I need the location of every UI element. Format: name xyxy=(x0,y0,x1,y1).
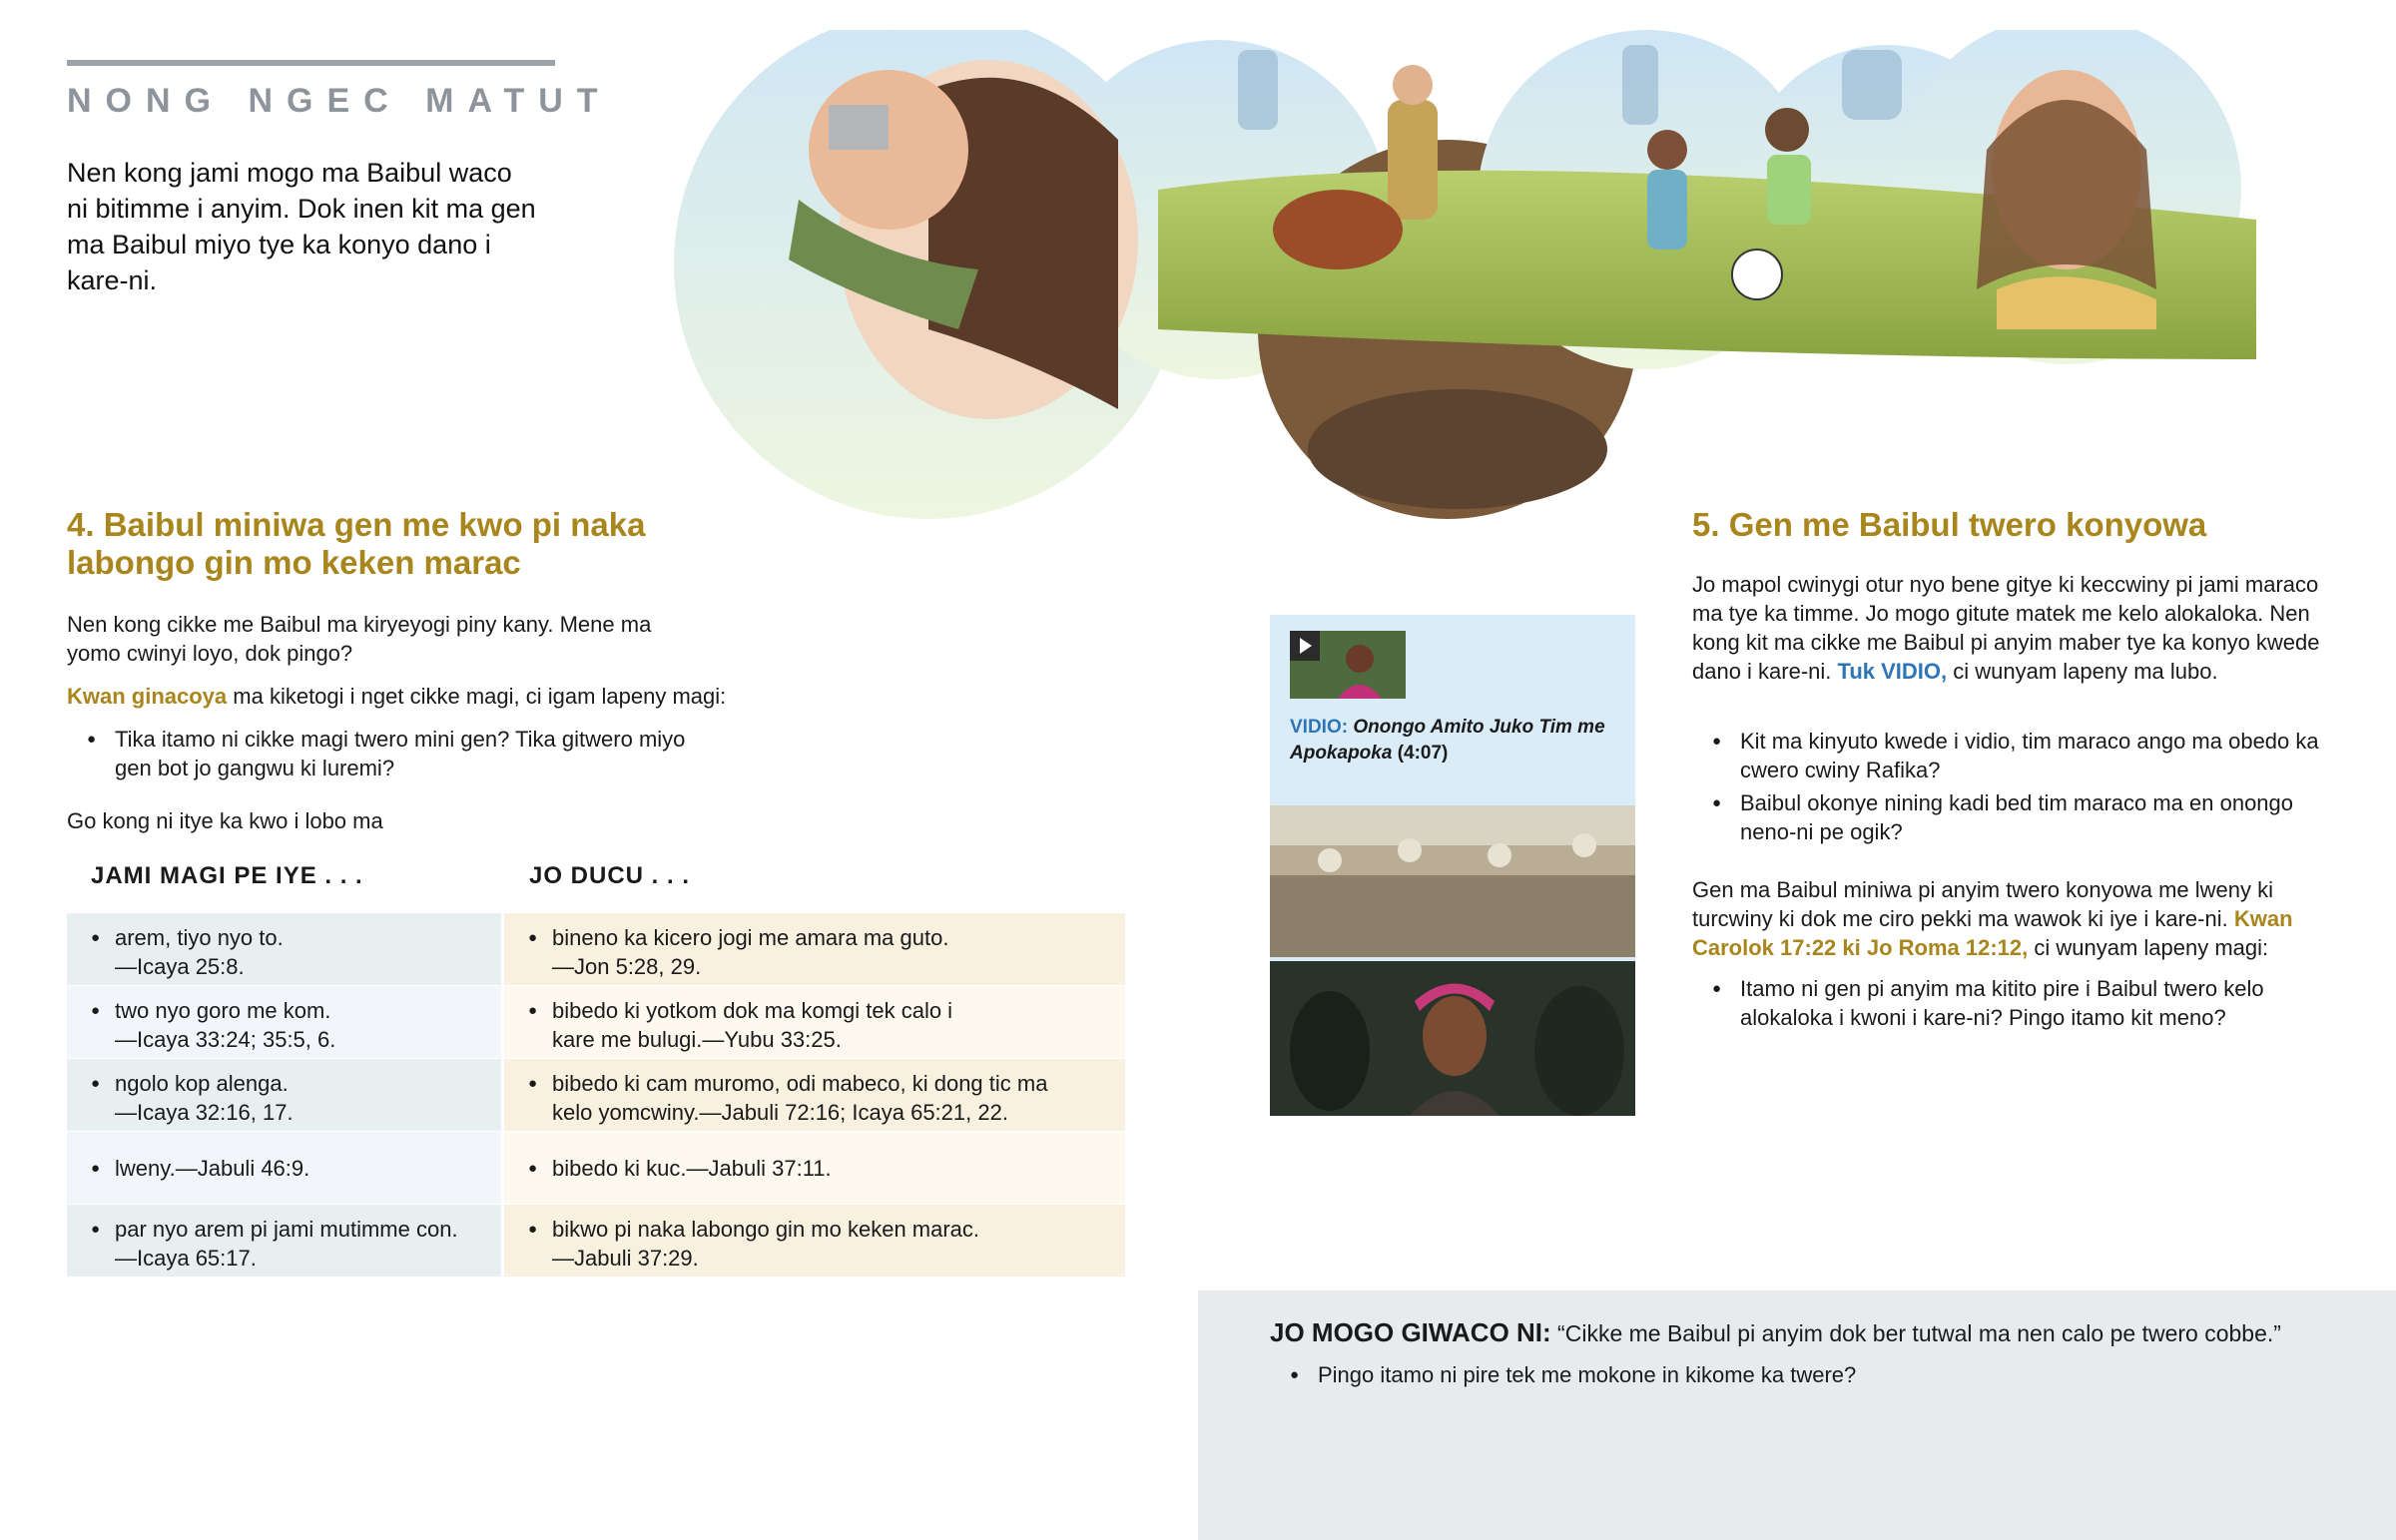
discussion-quote: “Cikke me Baibul pi anyim dok ber tutwal ma nen calo pe twero cobbe.” xyxy=(1550,1320,2281,1346)
table-cell-text: ● bibedo ki kuc.—Jabuli 37:11. xyxy=(504,1154,832,1183)
table-cell-right xyxy=(504,1132,1125,1204)
table-cell-text: ● bikwo pi naka labongo gin mo keken marac. —Jabuli 37:29. xyxy=(504,1215,1125,1273)
video-still-cotton-field xyxy=(1270,805,1635,957)
section-5-scripture-paragraph xyxy=(1692,875,2331,962)
table-header-right: JO DUCU . . . xyxy=(529,862,691,889)
read-scriptures-link[interactable]: Kwan ginacoya xyxy=(67,684,228,709)
table-cell-text: ● bineno ka kicero jogi me amara ma guto. —Jon 5:28, 29. xyxy=(504,923,1125,981)
table-cell-right xyxy=(504,986,1125,1058)
table-cell-text: ● two nyo goro me kom. —Icaya 33:24; 35:5, 6. xyxy=(67,996,501,1054)
table-header-left: JAMI MAGI PE IYE . . . xyxy=(91,862,363,889)
table-cell-left xyxy=(67,1059,501,1131)
section-5-paragraph-text: Gen ma Baibul miniwa pi anyim twero konyowa me lweny ki turcwiny ki dok me ciro pekki ma wawok ki iye i kare-ni. xyxy=(1692,877,2274,931)
scripture-link[interactable]: Kwan Carolok 17:22 ki Jo Roma 12:12, xyxy=(1692,906,2293,960)
bullet-item: ● Baibul okonye nining kadi bed tim maraco ma en onongo neno-ni pe ogik? xyxy=(1692,788,2331,846)
video-duration: (4:07) xyxy=(1397,743,1449,764)
table-cell-text: ● arem, tiyo nyo to. —Icaya 25:8. xyxy=(67,923,501,981)
section-5-video-questions xyxy=(1692,727,2331,846)
header-rule xyxy=(67,60,555,66)
bullet-item: ● Kit ma kinyuto kwede i vidio, tim maraco ango ma obedo ka cwero cwiny Rafika? xyxy=(1692,727,2331,784)
section-4-instruction xyxy=(67,682,786,711)
video-label[interactable]: VIDIO: xyxy=(1290,717,1349,738)
section-5-heading: 5. Gen me Baibul twero konyowa xyxy=(1692,506,2207,543)
table-cell-left xyxy=(67,913,501,985)
table-cell-text: ● ngolo kop alenga. —Icaya 32:16, 17. xyxy=(67,1069,501,1127)
play-video-link[interactable]: Tuk VIDIO, xyxy=(1837,659,1948,684)
hero-illustration xyxy=(599,30,2276,529)
discussion-box xyxy=(1198,1290,2396,1540)
discussion-bullets xyxy=(1270,1360,2368,1389)
section-4-intro: Nen kong cikke me Baibul ma kiryeyogi piny kany. Mene ma yomo cwinyi loyo, dok pingo? xyxy=(67,612,652,666)
table-cell-left xyxy=(67,1132,501,1204)
play-icon[interactable] xyxy=(1290,631,1320,661)
table-cell-right xyxy=(504,913,1125,985)
section-5-intro-text: Jo mapol cwinygi otur nyo bene gitye ki keccwiny pi jami maraco ma tye ka timme. Jo mogo gitute matek me kelo alokaloka. Nen kong kit ma cikke me Baibul pi anyim maber tye ka konyo kwede dano i kare-ni. xyxy=(1692,572,2320,684)
video-thumbnail[interactable] xyxy=(1290,631,1406,699)
table-cell-left xyxy=(67,1205,501,1277)
video-caption xyxy=(1290,715,1619,767)
section-5-questions xyxy=(1692,974,2331,1032)
video-still-smiling-woman xyxy=(1270,961,1635,1116)
section-5-intro xyxy=(1692,570,2331,686)
section-4-instruction-text: ma kiketogi i nget cikke magi, ci igam lapeny magi: xyxy=(227,684,727,709)
section-5-paragraph-end: ci wunyam lapeny magi: xyxy=(2028,935,2269,960)
bullet-item: ● Tika itamo ni cikke magi twero mini gen? Tika gitwero miyo gen bot jo gangwu ki luremi? xyxy=(67,725,706,782)
video-card[interactable] xyxy=(1270,615,1635,1116)
discussion-quote-line xyxy=(1270,1317,2368,1348)
table-cell-text: ● bibedo ki yotkom dok ma komgi tek calo i kare me bulugi.—Yubu 33:25. xyxy=(504,996,1125,1054)
bullet-item: ● Pingo itamo ni pire tek me mokone in kikome ka twere? xyxy=(1270,1360,2368,1389)
table-cell-right xyxy=(504,1059,1125,1131)
section-4-bullets xyxy=(67,725,706,782)
table-cell-text: ● bibedo ki cam muromo, odi mabeco, ki dong tic ma kelo yomcwiny.—Jabuli 72:16; Icaya 65:21, 22. xyxy=(504,1069,1125,1127)
page-eyebrow: NONG NGEC MATUT xyxy=(67,82,612,120)
table-cell-right xyxy=(504,1205,1125,1277)
table-cell-text: ● par nyo arem pi jami mutimme con. —Icaya 65:17. xyxy=(67,1215,501,1273)
table-cell-left xyxy=(67,986,501,1058)
video-title: Onongo Amito Juko Tim me Apokapoka xyxy=(1290,717,1605,764)
table-lead-in: Go kong ni itye ka kwo i lobo ma xyxy=(67,808,383,833)
intro-text: Nen kong jami mogo ma Baibul waco ni bitimme i anyim. Dok inen kit ma gen ma Baibul miyo tye ka konyo dano i kare-ni. xyxy=(67,158,536,295)
bullet-item: ● Itamo ni gen pi anyim ma kitito pire i Baibul twero kelo alokaloka i kwoni i kare-ni? Pingo itamo kit meno? xyxy=(1692,974,2331,1032)
discussion-label: JO MOGO GIWACO NI: xyxy=(1270,1317,1551,1347)
table-cell-text: ● lweny.—Jabuli 46:9. xyxy=(67,1154,309,1183)
section-5-intro-end: ci wunyam lapeny ma lubo. xyxy=(1947,659,2218,684)
section-4-heading: 4. Baibul miniwa gen me kwo pi naka labongo gin mo keken marac xyxy=(67,506,646,581)
